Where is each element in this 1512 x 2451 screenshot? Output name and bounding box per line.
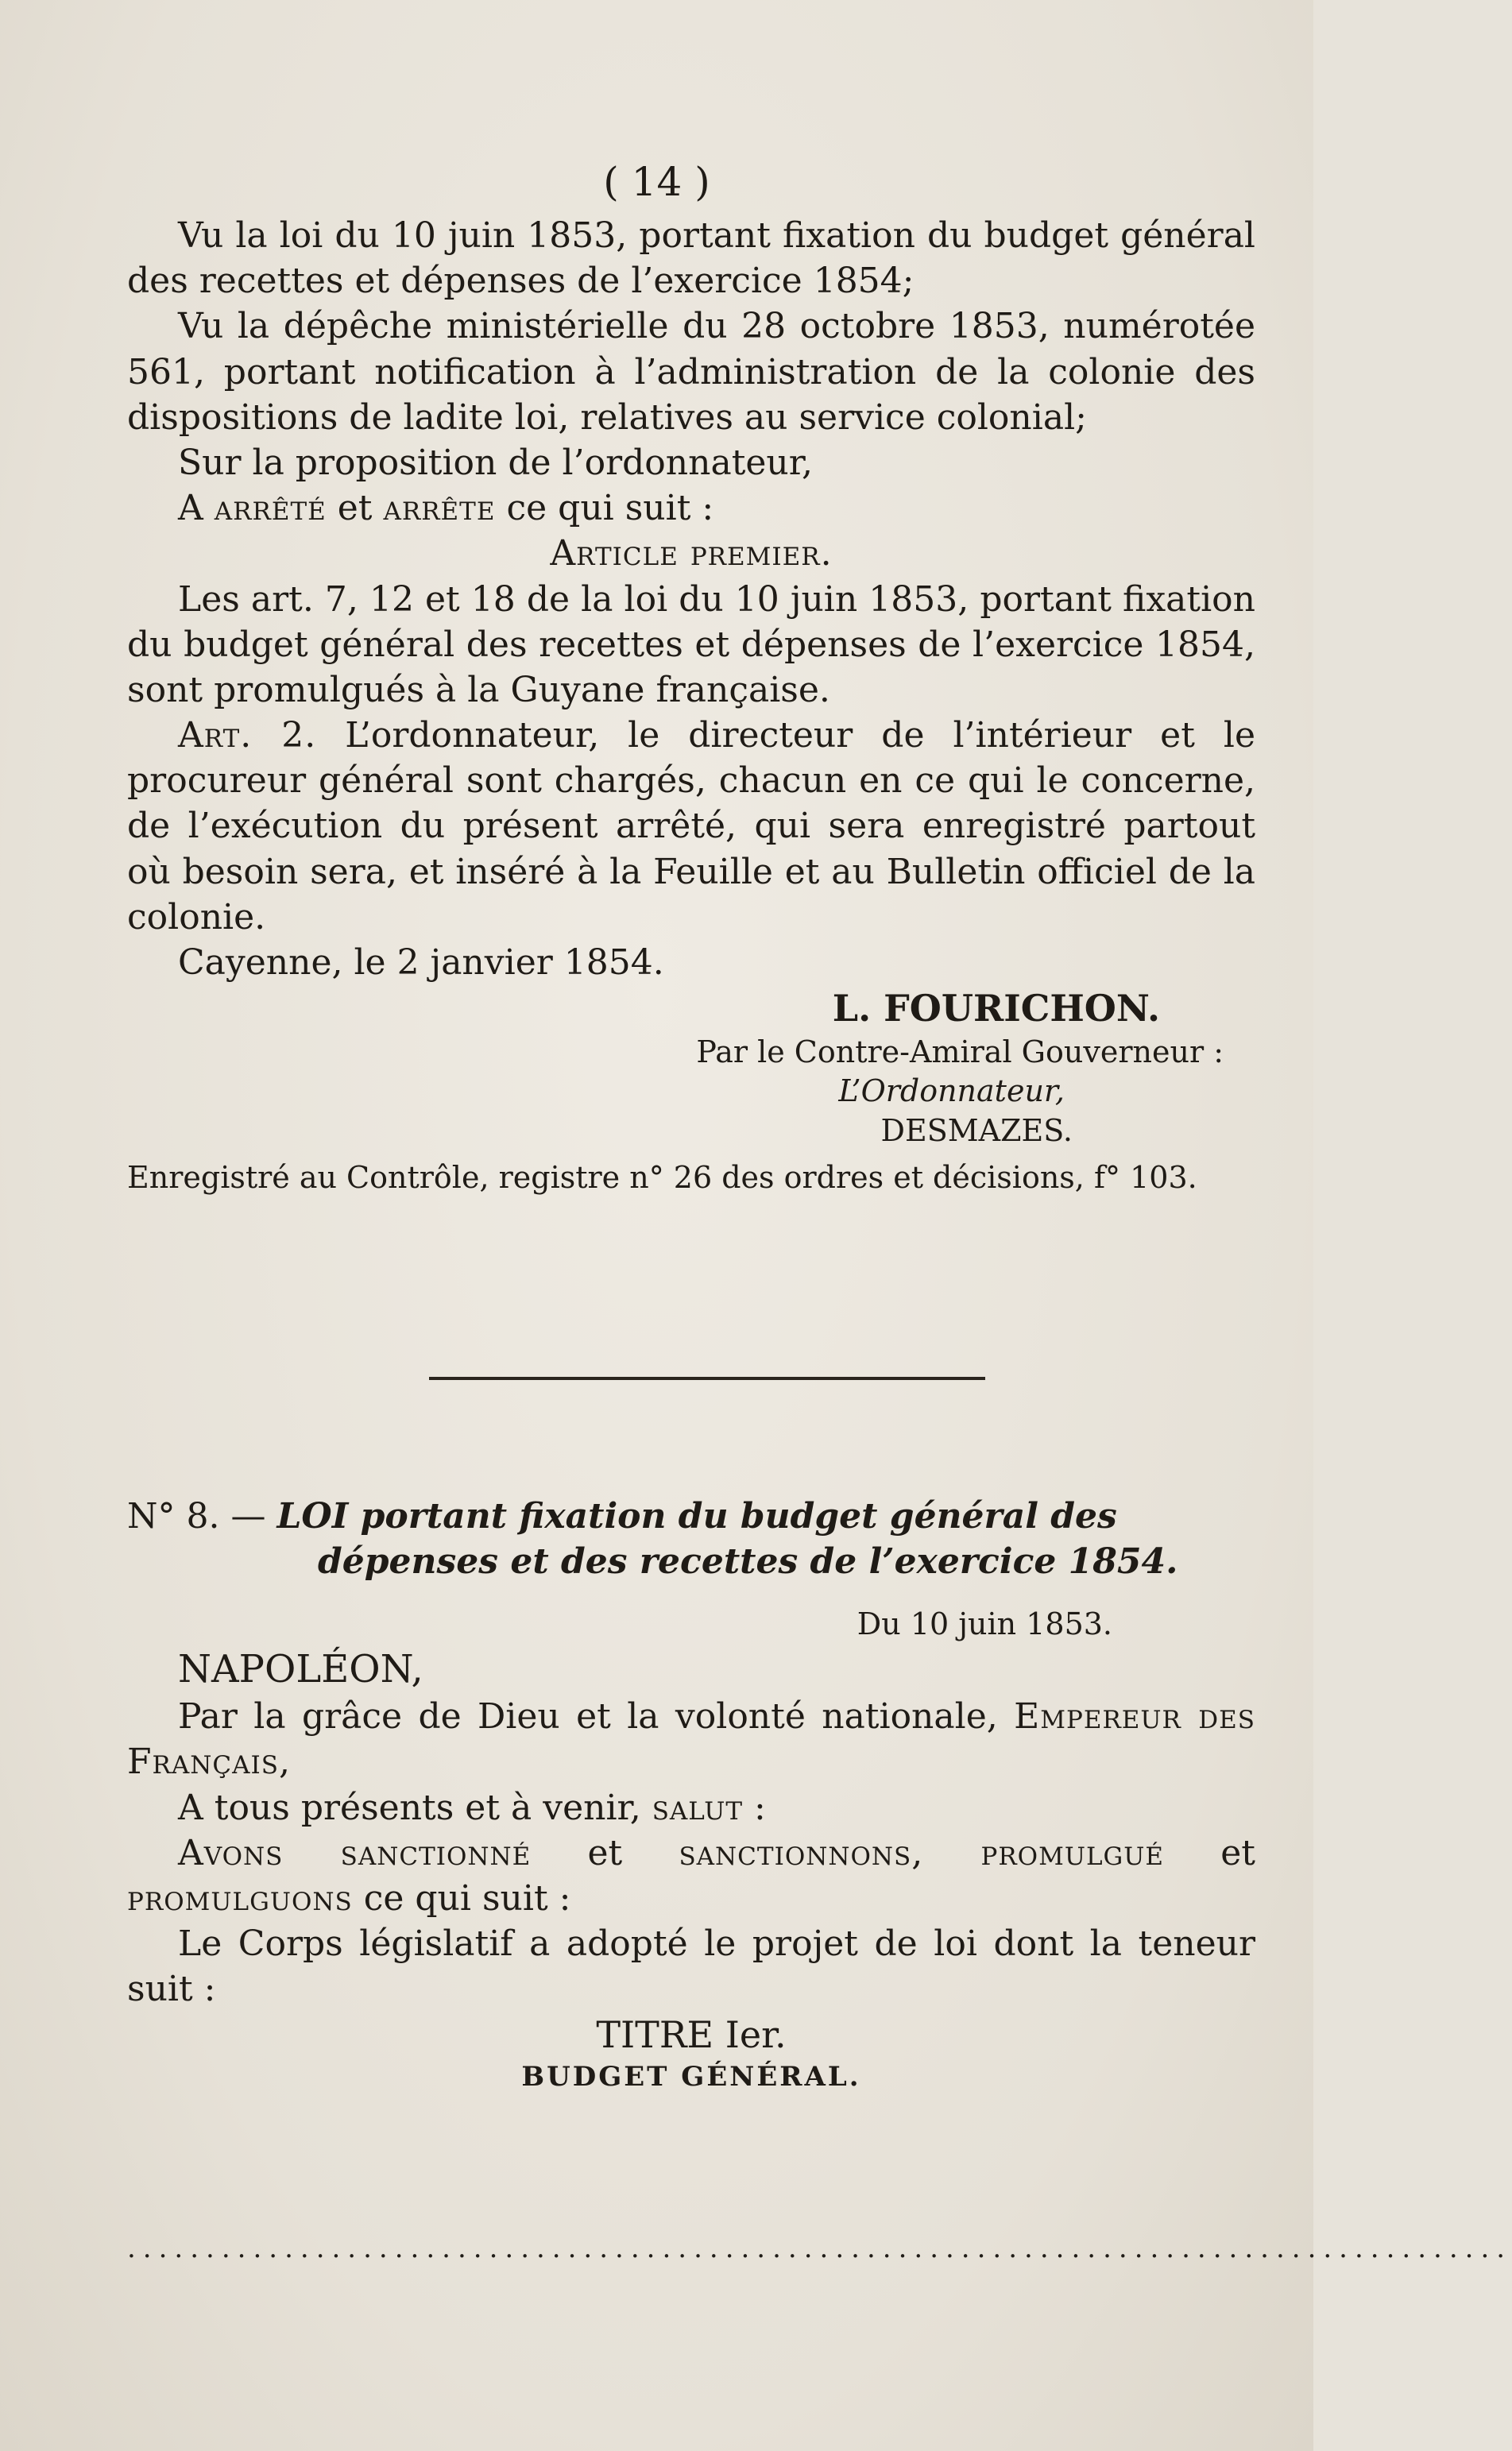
paragraph-vu-loi: Vu la loi du 10 juin 1853, portant fixation du budget général des recettes et dépenses de l’exercice 1854; [127,215,1255,302]
paragraph-proposition: Sur la proposition de l’ordonnateur, [178,442,813,483]
paragraph-article-1: Les art. 7, 12 et 18 de la loi du 10 juin 1853, portant fixation du budget général des recettes et dépenses de l’exercice 1854, sont promulgués à la Guyane française. [127,578,1255,710]
dotted-leader: ........................................................................................ [127,2233,1512,2264]
separator-rule [429,1377,985,1380]
registration-note: Enregistré au Contrôle, registre n° 26 des ordres et décisions, f° 103. [127,1160,1197,1196]
budget-heading: BUDGET GÉNÉRAL. [521,2061,861,2093]
decree-text [127,213,1255,1198]
law-section [127,1494,1255,2094]
titre-heading: TITRE Ier. [596,2013,787,2057]
paragraph-corps-legislatif: Le Corps législatif a adopté le projet de loi dont la teneur suit : [127,1923,1255,2010]
law-date: Du 10 juin 1853. [857,1606,1112,1642]
signature-name: L. FOURICHON. [832,987,1160,1030]
paragraph-grace: Par la grâce de Dieu et la volonté nationale, Empereur des Français, [127,1696,1255,1783]
page-number: ( 14 ) [603,159,710,205]
paragraph-arrete: A arrêté et arrête ce qui suit : [178,488,714,529]
napoleon: NAPOLÉON, [178,1646,423,1691]
paragraph-salut: A tous présents et à venir, salut : [178,1787,766,1828]
paragraph-vu-depeche: Vu la dépêche ministérielle du 28 octobre 1853, numérotée 561, portant notification à l’administration de la colonie des dispositions de ladite loi, relatives au service colonial; [127,306,1255,438]
article-heading: Article premier. [550,533,833,574]
signature-desmazes: DESMAZES. [880,1112,1073,1148]
signature-ordonnateur: L’Ordonnateur, [838,1073,1065,1109]
signature-title: Par le Contre-Amiral Gouverneur : [696,1034,1224,1069]
law-heading: N° 8. — LOI portant fixation du budget général des dépenses et des recettes de l’exercice 1854. [127,1496,1178,1583]
paragraph-avons: Avons sanctionné et sanctionnons, promulgué et promulguons ce qui suit : [127,1832,1255,1919]
paragraph-article-2: Art. 2. L’ordonnateur, le directeur de l’intérieur et le procureur général sont chargés, chacun en ce qui le concerne, de l’exécution du présent arrêté, qui sera enregistré partout où besoin sera, et inséré à la Feuille et au Bulletin officiel de la colonie. [127,715,1255,937]
paragraph-date-place: Cayenne, le 2 janvier 1854. [178,942,664,983]
